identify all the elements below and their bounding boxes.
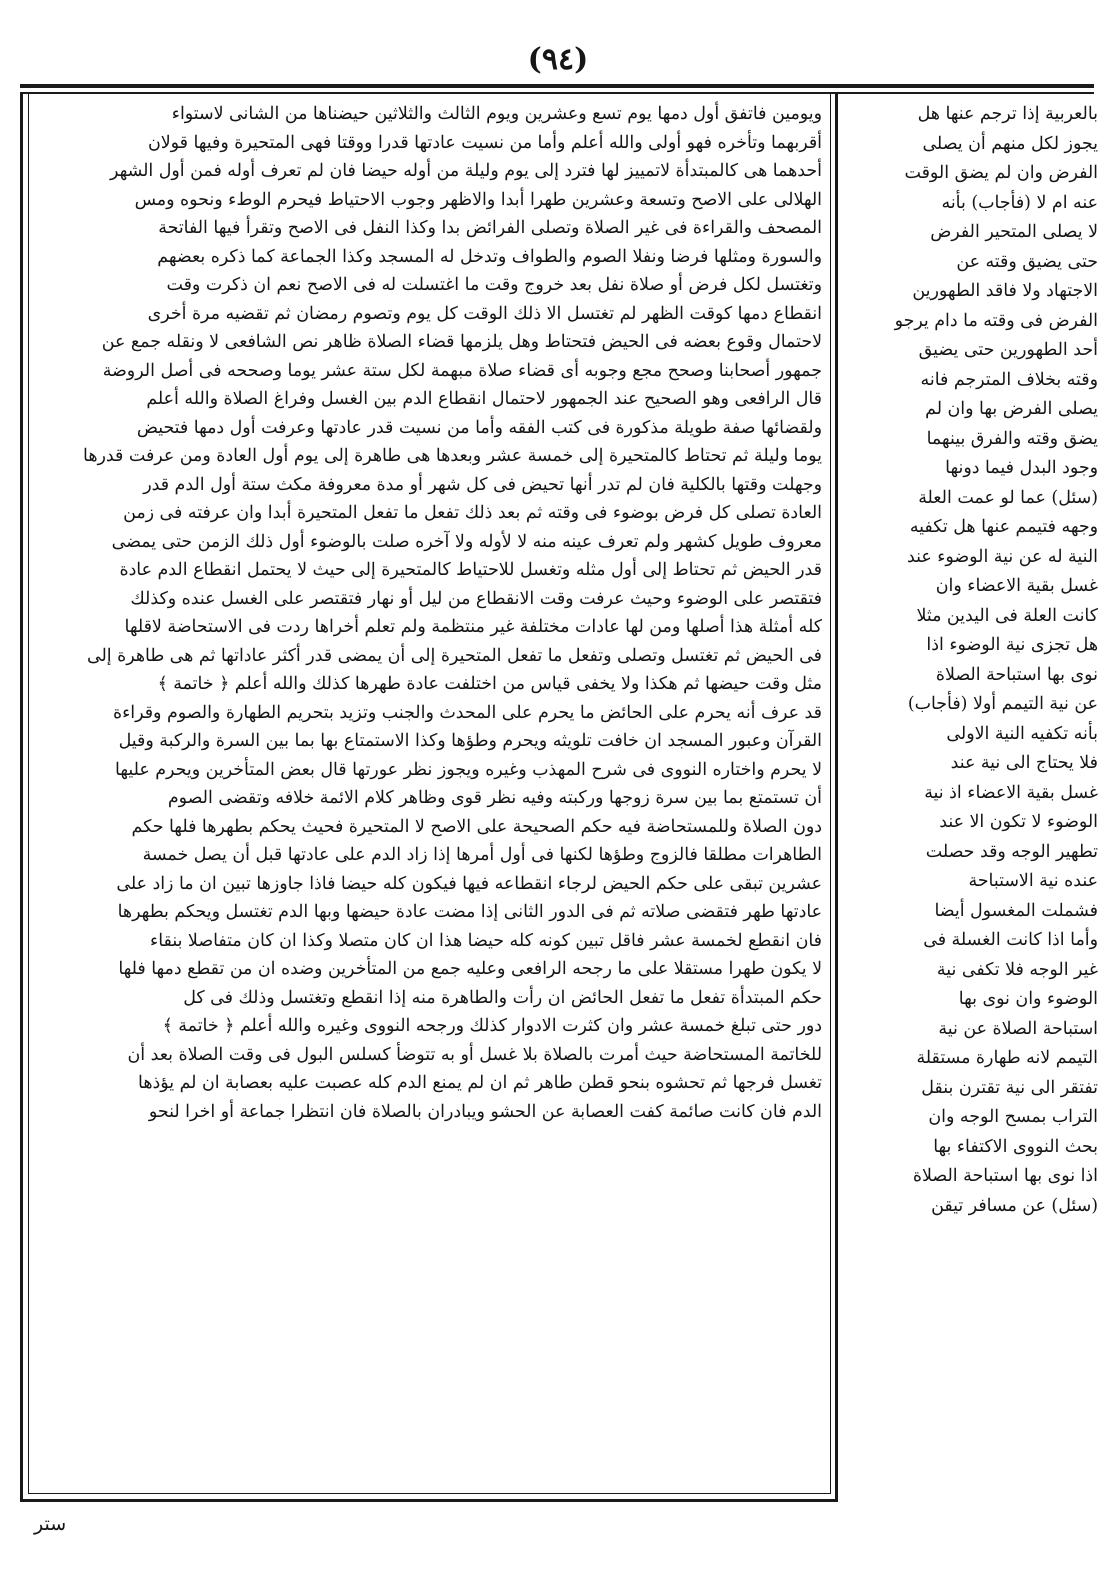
margin-line: بالعربية إذا ترجم عنها هل <box>917 104 1098 124</box>
text-line: جمهور أصحابنا وصحح مجع وجوبه أى قضاء صلاة مبهمة لكل ستة عشر يوما وصححه فى أصل الروضة <box>102 360 822 381</box>
margin-line: فلا يحتاج الى نية عند <box>950 753 1098 773</box>
margin-line: فشملت المغسول أيضا <box>934 900 1098 921</box>
catchword: ستر <box>34 1513 67 1535</box>
text-line: تغسل فرجها ثم تحشوه بنحو قطن طاهر ثم ان لم يمنع الدم كله عصبت عليه بعصابة ان لم يؤذها <box>138 1073 822 1093</box>
text-line: دون الصلاة وللمستحاضة فيه حكم الصحيحة على الاصح لا المتحيرة فحيث يحكم بطهرها فلها حكم <box>131 816 822 837</box>
margin-line: لا يصلى المتحير الفرض <box>930 222 1098 242</box>
text-line: الهلالى على الاصح وتسعة وعشرين طهرا أبدا والاظهر وجوب الاحتياط فيحرم الوطء ونحوه ومس <box>134 189 822 210</box>
margin-line: وجهه فتيمم عنها هل تكفيه <box>909 517 1098 537</box>
text-line: فان انقطع لخمسة عشر فاقل تبين كونه كله حيضا هذا ان كان متصلا وكذا ان كان متفاصلا بنقاء <box>150 930 822 951</box>
margin-line: بحث النووى الاكتفاء بها <box>933 1136 1098 1157</box>
margin-line: التيمم لانه طهارة مستقلة <box>916 1048 1098 1068</box>
margin-line: بأنه تكفيه النية الاولى <box>946 723 1098 744</box>
margin-line: تطهير الوجه وقد حصلت <box>925 841 1098 862</box>
margin-line: وأما اذا كانت الغسلة فى <box>923 930 1098 950</box>
text-line: فى الحيض ثم تغتسل وتصلى وتفعل ما تفعل المتحيرة إلى أن يمضى قدر أكثر عاداتها ثم هى طاهرة إلى <box>86 645 822 666</box>
text-line: ولقضائها صفة طويلة مذكورة فى كتب الفقه وأما من نسيت قدر عادتها وعرفت أول دمها فتحيض <box>136 417 822 438</box>
text-line: أحدهما هى كالمبتدأة لاتمييز لها فترد إلى يوم وليلة من أوله حيضا فان لم تعرف أوله فمن أول الشهر <box>109 161 822 181</box>
margin-line: (سئل) عن مسافر تيقن <box>931 1195 1098 1216</box>
margin-line: استباحة الصلاة عن نية <box>938 1018 1098 1039</box>
page-number: (٩٤) <box>527 42 589 77</box>
text-line: انقطاع دمها كوقت الظهر لم تغتسل الا ذلك الوقت كل يوم وتصوم رمضان ثم تقضيه مرة أخرى <box>147 303 822 324</box>
text-line: والسورة ومثلها فرضا ونفلا الصوم والطواف وتدخل له المسجد وكذا الجماعة كما ذكره بعضهم <box>157 246 822 267</box>
margin-line: كانت العلة فى اليدين مثلا <box>916 605 1098 626</box>
text-line: للخاتمة المستحاضة حيث أمرت بالصلاة بلا غسل أو به تتوضأ كسلس البول فى وقت الصلاة بعد أن <box>127 1044 822 1065</box>
text-line: حكم المبتدأة تفعل ما تفعل الحائض ان رأت والطاهرة منه إذا انقطع وتغتسل وذلك فى كل <box>183 987 822 1008</box>
text-line: الدم فان كانت صائمة كفت العصابة عن الحشو ويبادران بالصلاة فان انتظرا جماعة أو اخرا لنحو <box>148 1101 822 1122</box>
margin-line: الفرض وان لم يضق الوقت <box>904 163 1098 183</box>
text-line: وتغتسل لكل فرض أو صلاة نفل بعد خروج وقت ما اغتسلت له فى الاصح نعم ان ذكرت وقت <box>166 275 822 295</box>
text-line: عشرين تبقى على حكم الحيض لرجاء انقطاعه فيها فيكون كله حيضا فاذا جاوزها تبين ان ما زاد على <box>116 873 822 894</box>
main-text-block <box>36 100 822 1126</box>
margin-line: النية له عن نية الوضوء عند <box>906 546 1098 567</box>
text-line: يوما وليلة ثم تحتاط كالمتحيرة إلى خمسة عشر وبعدها هى طاهرة إلى يوم أول العادة ومن عرفت قدرها <box>83 446 822 466</box>
margin-line: يجوز لكل منهم أن يصلى <box>922 133 1098 154</box>
text-line: عادتها طهر فتقضى صلاته ثم فى الدور الثانى إذا مضت عادة حيضها وبها الدم تغتسل ويحكم بطهرها <box>117 902 822 922</box>
margin-line: يضق وقته والفرق بينهما <box>926 428 1098 449</box>
header-rule-thick <box>20 84 1094 88</box>
margin-line: (سئل) عما لو عمت العلة <box>918 487 1098 508</box>
margin-line: غسل بقية الاعضاء وان <box>935 576 1098 596</box>
margin-line: اذا نوى بها استباحة الصلاة <box>912 1166 1098 1186</box>
text-line: الطاهرات مطلقا فالزوج وطؤها لكنها فى أول أمرها إذا زاد الدم على عادتها قبل أن يصل خمسة <box>142 845 822 865</box>
text-line: ويومين فاتفق أول دمها يوم تسع وعشرين ويوم الثالث والثلاثين حيضناها من الشانى لاستواء <box>171 104 822 124</box>
text-line: قدر الحيض ثم تحتاط إلى أول مثله وتغسل للاحتياط كالمتحيرة إلى حيث لا يحتمل انقطاع الدم عادة <box>119 560 822 580</box>
text-line: كله أمثلة هذا أصلها ومن لها عادات مختلفة غير منتظمة ولم تعلم أخراها ردت فى الاستحاضة لاقلها <box>124 617 822 637</box>
margin-line: هل تجزى نية الوضوء اذا <box>926 635 1098 655</box>
margin-line: غسل بقية الاعضاء اذ نية <box>924 782 1098 803</box>
margin-commentary <box>846 100 1098 1221</box>
margin-line: الوضوء لا تكون الا عند <box>939 812 1098 832</box>
margin-line: غير الوجه فلا تكفى نية <box>936 959 1098 980</box>
margin-line: عن نية التيمم أولا (فأجاب) <box>907 694 1098 714</box>
text-line: لا يكون طهرا مستقلا على ما رجحه الرافعى وعليه جمع من المتأخرين وضده ان من تقطع دمها فلها <box>118 959 822 979</box>
margin-line: يصلى الفرض بها وان لم <box>925 399 1098 419</box>
margin-line: الفرض فى وقته ما دام يرجو <box>894 310 1098 331</box>
text-line: لاحتمال وقوع بعضه فى الحيض فتحتاط وهل يلزمها قضاء الصلاة ظاهر نص الشافعى لا ونقله جمع عن <box>101 332 822 352</box>
text-line: أقربهما وتأخره فهو أولى والله أعلم وأما من نسيت عادتها قدرا ووقتا فهى المتحيرة وفيها قولان <box>147 132 822 153</box>
text-line: القرآن وعبور المسجد ان خافت تلويثه ويحرم وطؤها وكذا الاستمتاع بها بما بين السرة والركبة وقيل <box>118 731 822 751</box>
text-line: دور حتى تبلغ خمسة عشر وان كثرت الادوار كذلك ورجحه النووى وغيره والله أعلم ﴿ خاتمة ﴾ <box>162 1016 822 1036</box>
margin-line: نوى بها استباحة الصلاة <box>935 664 1098 685</box>
text-line: أن تستمتع بما بين سرة زوجها وركبته وفيه نظر قوى وظاهر كلام الائمة خلافه وتقضى الصوم <box>167 788 822 808</box>
text-line: مثل وقت حيضها ثم هكذا ولا يخفى قياس من اختلفت عادة طهرها كذلك والله أعلم ﴿ خاتمة ﴾ <box>157 674 822 694</box>
text-line: العادة تصلى كل فرض بوضوء فى وقته ثم بعد ذلك تفعل ما تفعل المتحيرة أبدا وان عرفته فى زمن <box>123 503 822 523</box>
text-line: معروف طويل كشهر ولم تعرف عينه منه لا لأوله ولا آخره صلت بالوضوء أول ذلك الزمن حتى يمضى <box>111 531 822 552</box>
margin-line: وجود البدل فيما دونها <box>945 458 1098 478</box>
margin-line: الاجتهاد ولا فاقد الطهورين <box>912 281 1098 301</box>
text-line: فتقتصر على الوضوء وحيث عرفت وقت الانقطاع من ليل أو نهار فتقتصر على الغسل عنده وكذلك <box>130 588 822 609</box>
text-line: لا يحرم واختاره النووى فى شرح المهذب وغيره ويجوز نظر عورتها قال بعض المتأخرين ويحرم عليها <box>115 759 822 780</box>
margin-line: الوضوء وان نوى بها <box>958 989 1098 1009</box>
text-line: قال الرافعى وهو الصحيح عند الجمهور لاحتمال انقطاع الدم بين الغسل وفراغ الصلاة والله أعلم <box>146 389 822 409</box>
text-line: وجهلت وقتها بالكلية فان لم تدر أنها تحيض فى كل شهر أو مدة معروفة مكث ستة أول الدم قدر <box>143 474 822 495</box>
margin-line: عنه ام لا (فأجاب) بأنه <box>941 192 1098 213</box>
text-line: المصحف والقراءة فى غير الصلاة وتصلى الفرائض بدا وكذا النفل فى الاصح وتقرأ فيها الفاتحة <box>158 218 822 238</box>
margin-line: عنده نية الاستباحة <box>968 871 1098 891</box>
text-line: قد عرف أنه يحرم على الحائض ما يحرم على المحدث والجنب وتزيد بتحريم الطهارة والصوم وقراءة <box>112 702 822 723</box>
margin-line: التراب بمسح الوجه وان <box>928 1107 1098 1127</box>
margin-line: وقته بخلاف المترجم فانه <box>920 369 1098 390</box>
margin-line: أحد الطهورين حتى يضيق <box>918 340 1098 360</box>
margin-line: تفتقر الى نية تقترن بنقل <box>921 1077 1098 1098</box>
margin-line: حتى يضيق وقته عن <box>956 251 1098 272</box>
